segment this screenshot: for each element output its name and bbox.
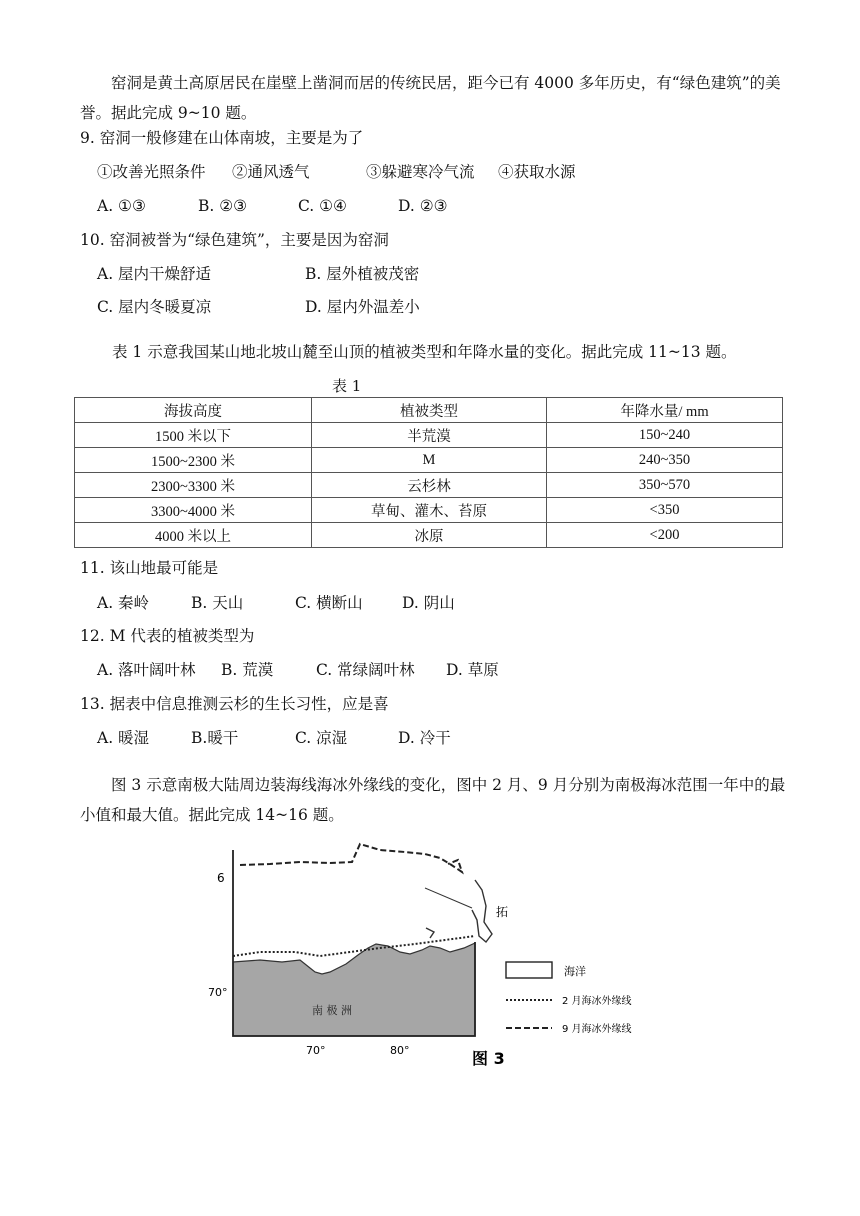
q9-item-1: ①改善光照条件: [97, 163, 206, 181]
legend-february-label: 2 月海冰外缘线: [562, 996, 632, 1007]
table-cell: 3300~4000 米: [75, 498, 312, 523]
intro-paragraph-3: 图 3 示意南极大陆周边装海线海冰外缘线的变化，图中 2 月、9 月分别为南极海冰范围一年中的最小值和最大值。据此完成 14~16 题。: [80, 776, 786, 824]
q9-option-d: D. ②③: [398, 197, 448, 215]
q11-option-d: D. 阴山: [402, 594, 455, 612]
q11-option-c: C. 横断山: [295, 594, 363, 612]
q10-option-c: C. 屋内冬暖夏凉: [97, 298, 212, 316]
longitude-80-label: 80°: [390, 1044, 410, 1057]
q12-option-b: B. 荒漠: [221, 661, 274, 679]
q9-item-3: ③躲避寒冷气流: [366, 163, 475, 181]
q10-option-d: D. 屋内外温差小: [305, 298, 420, 316]
table-cell: 冰原: [312, 523, 547, 548]
legend-ocean-label: 海洋: [564, 965, 586, 978]
table-cell: M: [312, 448, 547, 473]
september-ice-edge-line: [240, 844, 462, 872]
table-cell: 草甸、灌木、苔原: [312, 498, 547, 523]
longitude-70-label: 70°: [306, 1044, 326, 1057]
intro-paragraph-1: 窑洞是黄土高原居民在崖壁上凿洞而居的传统民居，距今已有 4000 多年历史，有“绿色建筑”的美誉。据此完成 9~10 题。: [80, 74, 781, 122]
antarctica-landmass: [233, 943, 475, 1036]
question-11-stem: 11. 该山地最可能是: [80, 559, 219, 577]
q13-option-c: C. 凉湿: [295, 729, 348, 747]
table-cell: 350~570: [547, 473, 783, 498]
legend-september-label: 9 月海冰外缘线: [562, 1024, 632, 1035]
q9-item-4: ④获取水源: [498, 163, 576, 181]
table-row: [75, 473, 783, 498]
pointer-line: [425, 888, 472, 908]
table-cell: 2300~3300 米: [75, 473, 312, 498]
q13-option-b: B.暖干: [191, 729, 239, 747]
table-row: [75, 523, 783, 548]
latitude-top-label: 6: [217, 871, 225, 885]
table-header-row: [75, 398, 783, 423]
q13-option-d: D. 冷干: [398, 729, 451, 747]
table-row: [75, 448, 783, 473]
table-caption: 表 1: [332, 377, 362, 395]
q9-item-2: ②通风透气: [232, 163, 310, 181]
q9-option-c: C. ①④: [298, 197, 347, 215]
table-row: [75, 423, 783, 448]
table-cell: 240~350: [547, 448, 783, 473]
figure-caption: 图 3: [472, 1049, 505, 1068]
island-outline: [472, 880, 492, 942]
table-cell: 4000 米以上: [75, 523, 312, 548]
table-header-cell: 植被类型: [312, 398, 547, 423]
q10-option-b: B. 屋外植被茂密: [305, 265, 420, 283]
table-cell: 云杉林: [312, 473, 547, 498]
latitude-70-label: 70°: [208, 986, 228, 999]
question-10-stem: 10. 窑洞被誉为“绿色建筑”，主要是因为窑洞: [80, 231, 389, 249]
table-cell: <200: [547, 523, 783, 548]
vegetation-table: [74, 397, 783, 548]
table-cell: <350: [547, 498, 783, 523]
table-cell: 1500 米以下: [75, 423, 312, 448]
table-header-cell: 海拔高度: [75, 398, 312, 423]
coast-hook: [426, 928, 434, 938]
table-row: [75, 498, 783, 523]
q12-option-c: C. 常绿阔叶林: [316, 661, 415, 679]
question-13-stem: 13. 据表中信息推测云杉的生长习性，应是喜: [80, 695, 389, 713]
question-12-stem: 12. M 代表的植被类型为: [80, 627, 255, 645]
table-cell: 150~240: [547, 423, 783, 448]
q13-option-a: A. 暖湿: [97, 729, 150, 747]
island-label: 拓: [496, 905, 509, 919]
table-cell: 半荒漠: [312, 423, 547, 448]
table-header-cell: 年降水量/ mm: [547, 398, 783, 423]
q12-option-d: D. 草原: [446, 661, 499, 679]
q12-option-a: A. 落叶阔叶林: [97, 661, 196, 679]
q11-option-a: A. 秦岭: [97, 594, 150, 612]
q9-option-b: B. ②③: [198, 197, 248, 215]
antarctic-sea-ice-map: [200, 840, 670, 1070]
intro-paragraph-2: 表 1 示意我国某山地北坡山麓至山顶的植被类型和年降水量的变化。据此完成 11~13 题。: [112, 343, 737, 361]
continent-label: 南 极 洲: [312, 1004, 352, 1017]
legend-ocean-swatch: [506, 962, 552, 978]
question-9-stem: 9. 窑洞一般修建在山体南坡，主要是为了: [80, 129, 364, 147]
table-cell: 1500~2300 米: [75, 448, 312, 473]
q10-option-a: A. 屋内干燥舒适: [97, 265, 212, 283]
q11-option-b: B. 天山: [191, 594, 244, 612]
q9-option-a: A. ①③: [97, 197, 146, 215]
